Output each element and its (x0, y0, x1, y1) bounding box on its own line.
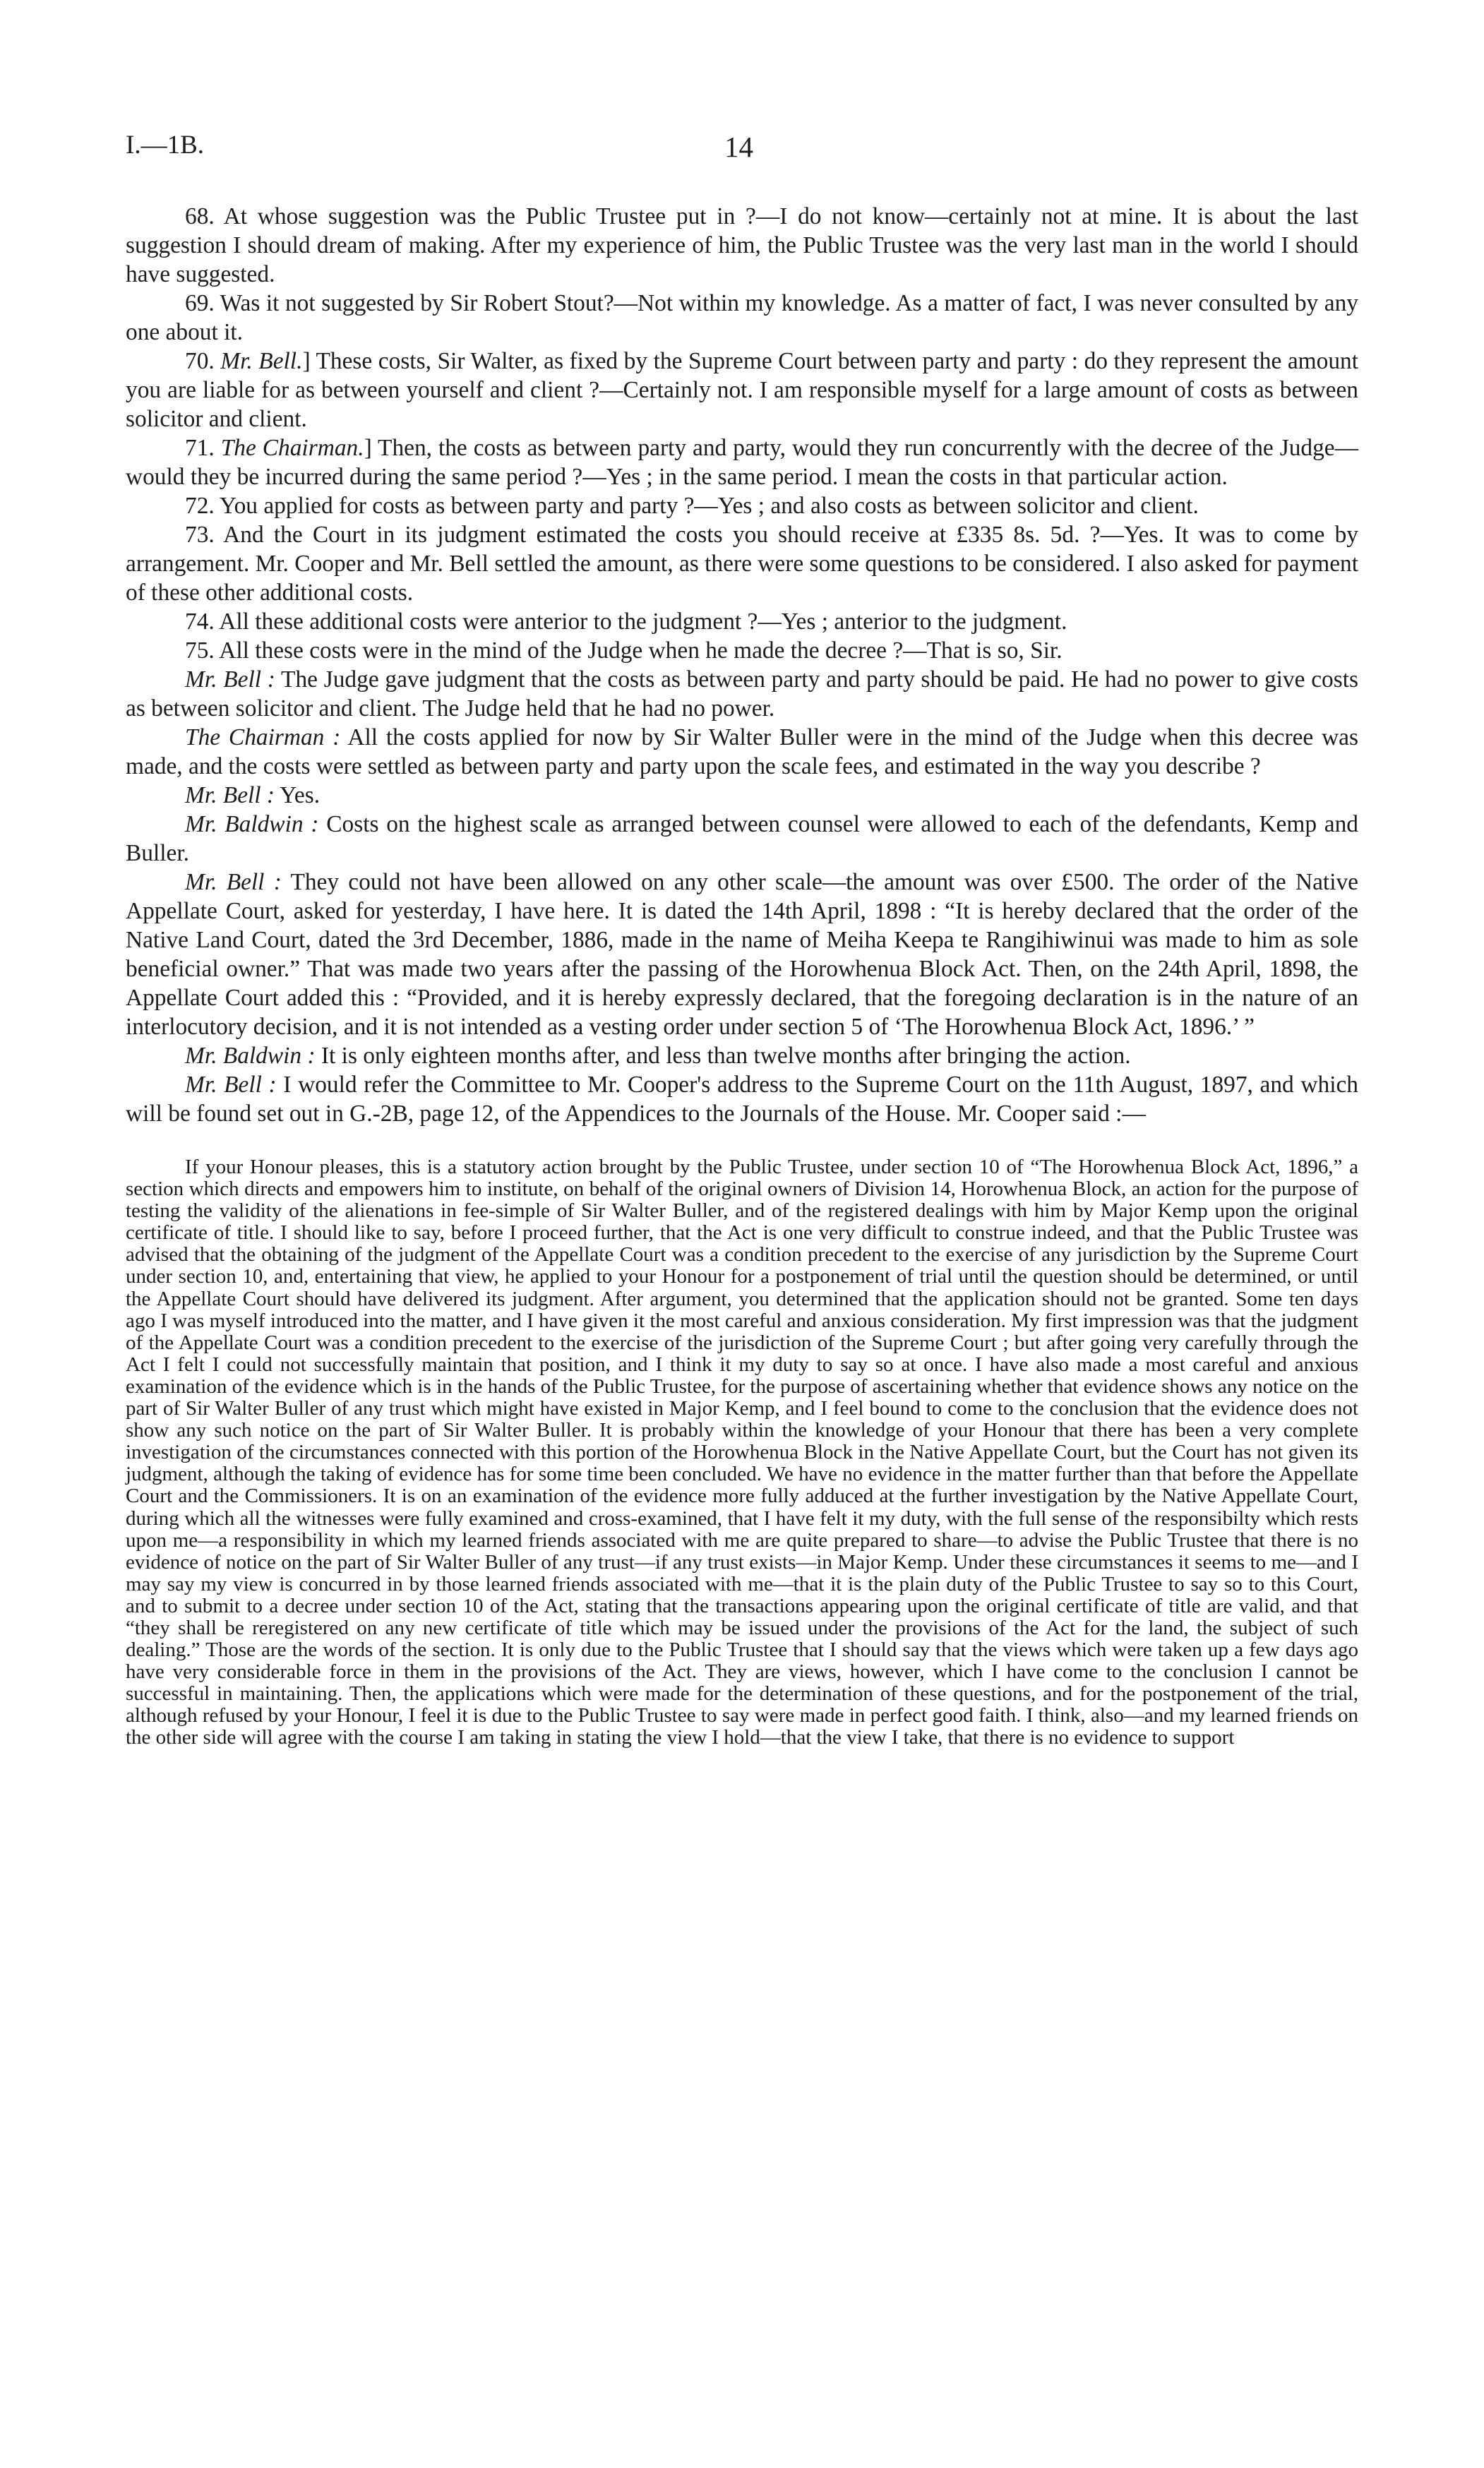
question-number: 70. (185, 348, 221, 374)
statement-bell-3 (126, 868, 1358, 1041)
paragraph-text: Costs on the highest scale as arranged between counsel were allowed to each of the defendants, Kemp and Buller. (126, 811, 1359, 866)
speaker-name: Mr. Bell : (185, 782, 275, 808)
paragraph-q73: 73. And the Court in its judgment estimated the costs you should receive at £335 8s. 5d. ?—Yes. It was to come by arrangement. Mr. Cooper and Mr. Bell settled the amount, as there were some questions to be considered. I also asked for payment of these other additional costs. (126, 522, 1358, 606)
paragraph-q69: 69. Was it not suggested by Sir Robert Stout?—Not within my knowledge. As a matter of fact, I was never consulted by any one about it. (126, 290, 1358, 345)
paragraph-text: Yes. (275, 782, 321, 808)
speaker-name: Mr. Bell. (220, 348, 303, 374)
speaker-name: Mr. Baldwin : (185, 811, 319, 837)
paragraph-text: They could not have been allowed on any other scale—the amount was over £500. The order of the Native Appellate Court, asked for yesterday, I have here. It is dated the 14th April, 1898 : “It is hereby declared that the order of the Native Land Court, dated the 3rd December, 1886, made in the name of Meiha Keepa te Rangihiwinui was made to him as sole beneficial owner.” That was made two years after the passing of the Horowhenua Block Act. Then, on the 24th April, 1898, the Appellate Court added this : “Provided, and it is hereby expressly declared, that the foregoing declaration is in the nature of an interlocutory decision, and it is not intended as a vesting order under section 5 of ‘The Horowhenua Block Act, 1896.’ ” (126, 869, 1358, 1040)
paragraph-q74: 74. All these additional costs were anterior to the judgment ?—Yes ; anterior to the judgment. (185, 609, 1067, 635)
paragraph-q70 (126, 347, 1358, 433)
speaker-name: Mr. Bell : (185, 869, 282, 895)
speaker-name: Mr. Baldwin : (185, 1043, 316, 1069)
paragraph-q68: 68. At whose suggestion was the Public Trustee put in ?—I do not know—certainly not at mine. It is about the last suggestion I should dream of making. After my experience of him, the Public Trustee was the very last man in the world I should have suggested. (126, 203, 1358, 287)
speaker-name: Mr. Bell : (185, 1072, 277, 1098)
paragraph-text: ] Then, the costs as between party and party, would they run concurrently with the decree of the Judge—would they be incurred during the same period ?—Yes ; in the same period. I mean the costs in that particular action. (126, 435, 1359, 490)
paragraph-text: ] These costs, Sir Walter, as fixed by the Supreme Court between party and party : do they represent the amount you are liable for as between yourself and client ?—Certainly not. I am responsible myself for a large amount of costs as between solicitor and client. (126, 348, 1358, 432)
paragraph-q71 (126, 433, 1358, 491)
statement-bell-2 (126, 781, 1358, 810)
paragraph-text: It is only eighteen months after, and less than twelve months after bringing the action. (315, 1043, 1131, 1069)
statement-bell-1 (126, 665, 1358, 723)
paragraph-text: I would refer the Committee to Mr. Cooper's address to the Supreme Court on the 11th August, 1897, and which will be found set out in G.-2B, page 12, of the Appendices to the Journals of the House. Mr. Cooper said :— (126, 1072, 1358, 1127)
statement-bell-4 (126, 1070, 1358, 1128)
statement-baldwin-2 (126, 1041, 1358, 1070)
paragraph-text: All the costs applied for now by Sir Walter Buller were in the mind of the Judge when this decree was made, and the costs were settled as between party and party upon the scale fees, and estimated in the way you describe ? (126, 724, 1358, 779)
statement-chairman (126, 723, 1358, 781)
paragraph-text: The Judge gave judgment that the costs as between party and party should be paid. He had no power to give costs as between solicitor and client. The Judge held that he had no power. (126, 666, 1358, 721)
paragraph-q75: 75. All these costs were in the mind of the Judge when he made the decree ?—That is so, Sir. (185, 637, 1063, 664)
evidence-body (126, 202, 1358, 1128)
document-reference: I.—1B. (126, 131, 204, 160)
speaker-name: The Chairman : (185, 724, 341, 750)
quotation-text: If your Honour pleases, this is a statutory action brought by the Public Trustee, under section 10 of “The Horowhenua Block Act, 1896,” a section which directs and empowers him to institute, on behalf of the original owners of Division 14, Horowhenua Block, an action for the purpose of testing the validity of the alienations in fee-simple of Sir Walter Buller, and of the registered dealings with him by Major Kemp upon the original certificate of title. I should like to say, before I proceed further, that the Act is one very difficult to construe indeed, and that the Public Trustee was advised that the obtaining of the judgment of the Appellate Court was a condition precedent to the exercise of any jurisdiction by the Supreme Court under section 10, and, entertaining that view, he applied to your Honour for a postponement of trial until the question should be determined, or until the Appellate Court should have delivered its judgment. After argument, you determined that the application should not be granted. Some ten days ago I was myself introduced into the matter, and I have given it the most careful and anxious consideration. My first impression was that the judgment of the Appellate Court was a condition precedent to the exercise of the jurisdiction of the Supreme Court ; but after going very carefully through the Act I felt I could not successfully maintain that position, and I think it my duty to say so at once. I have also made a most careful and anxious examination of the evidence which is in the hands of the Public Trustee, for the purpose of ascertaining whether that evidence shows any notice on the part of Sir Walter Buller of any trust which might have existed in Major Kemp, and I feel bound to come to the conclusion that the evidence does not show any such notice on the part of Sir Walter Buller. It is probably within the knowledge of your Honour that there has been a very complete investigation of the circumstances connected with this portion of the Horowhenua Block in the Native Appellate Court, but the Court has not given its judgment, although the taking of evidence has for some time been concluded. We have no evidence in the matter further than that before the Appellate Court and the Commissioners. It is on an examination of the evidence more fully adduced at the further investigation by the Native Appellate Court, during which all the witnesses were fully examined and cross-examined, that I have felt it my duty, with the full sense of the responsibilty which rests upon me—a responsibility in which my learned friends associated with me are quite prepared to share—to advise the Public Trustee that there is no evidence of notice on the part of Sir Walter Buller of any trust—if any trust exists—in Major Kemp. Under these circumstances it seems to me—and I may say my view is concurred in by those learned friends associated with me—that it is the plain duty of the Public Trustee to say so to this Court, and to submit to a decree under section 10 of the Act, stating that the transactions appearing upon the original certificate of title are valid, and that “they shall be reregistered on any new certificate of title which may be issued under the provisions of the Act for the land, the subject of such dealing.” Those are the words of the section. It is only due to the Public Trustee that I should say that the views which were taken up a few days ago have very considerable force in them in the provisions of the Act. They are views, however, which I have come to the conclusion I cannot be successful in maintaining. Then, the applications which were made for the determination of these questions, and for the postponement of the trial, although refused by your Honour, I feel it is due to the Public Trustee to say were made in perfect good faith. I think, also—and my learned friends on the other side will agree with the course I am taking in stating the view I hold—that the view I take, that there is no evidence to support (126, 1156, 1358, 1749)
speaker-name: Mr. Bell : (185, 666, 275, 693)
paragraph-q72: 72. You applied for costs as between party and party ?—Yes ; and also costs as between solicitor and client. (185, 493, 1199, 519)
page-number: 14 (724, 131, 753, 163)
quoted-address (126, 1156, 1358, 1749)
running-header (126, 130, 1358, 172)
speaker-name: The Chairman. (220, 435, 364, 461)
question-number: 71. (185, 435, 221, 461)
statement-baldwin-1 (126, 810, 1358, 868)
